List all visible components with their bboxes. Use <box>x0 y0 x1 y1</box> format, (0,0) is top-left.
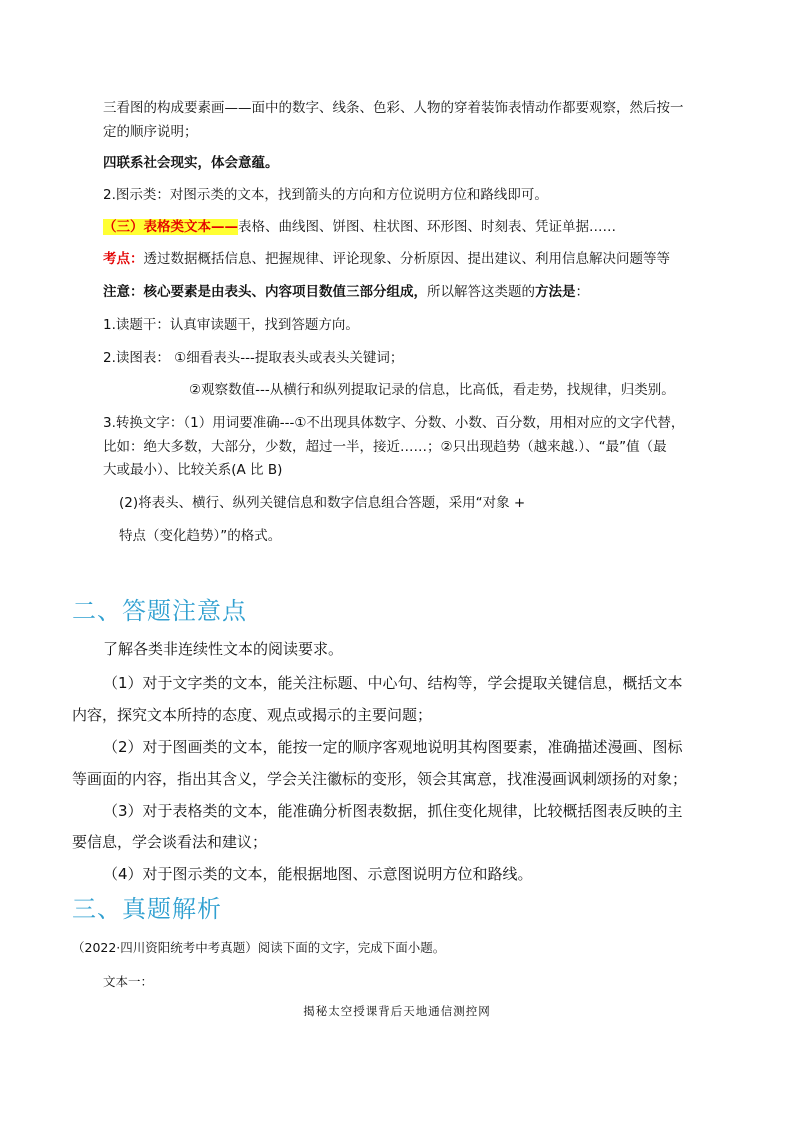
paragraph-line: 三看图的构成要素画——面中的数字、线条、色彩、人物的穿着装饰表情动作都要观察，然后按一 <box>103 100 684 116</box>
paragraph-line: 四联系社会现实，体会意蕴。 <box>103 155 279 171</box>
paragraph-line: （3）对于表格类的文本，能准确分析图表数据，抓住变化规律，比较概括图表反映的主 <box>103 802 683 820</box>
paragraph-line: 内容，探究文本所持的态度、观点或揭示的主要问题； <box>72 706 433 724</box>
step-line: 2.读图表： ①细看表头---提取表头或表头关键词； <box>103 350 404 366</box>
step-line: 特点（变化趋势）”的格式。 <box>119 528 282 544</box>
paragraph-line: （4）对于图示类的文本，能根据地图、示意图说明方位和路线。 <box>103 865 533 883</box>
step-line: 大或最小）、比较关系(A 比 B) <box>103 462 283 478</box>
paragraph-line: （1）对于文字类的文本，能关注标题、中心句、结构等，学会提取关键信息，概括文本 <box>103 674 683 692</box>
paragraph-line: 等画面的内容，指出其含义，学会关注徽标的变形，领会其寓意，找准漫画讽刺颂扬的对象； <box>72 770 688 788</box>
step-line: 1.读题干：认真审读题干，找到答题方向。 <box>103 317 359 333</box>
zhuyi-mid: 所以解答这类题的 <box>427 284 535 300</box>
step-line: (2)将表头、横行、纵列关键信息和数字信息组合答题，采用“对象 + <box>119 495 526 511</box>
paragraph-line: 2.图示类：对图示类的文本，找到箭头的方向和方位说明方位和路线即可。 <box>103 187 548 203</box>
kaodian-line <box>103 250 670 268</box>
step-line: 3.转换文字：（1）用词要准确---①不出现具体数字、分数、小数、百分数，用相对应的文字代替， <box>103 415 685 431</box>
zhuyi-line <box>103 283 589 301</box>
table-type-list: 表格、曲线图、饼图、柱状图、环形图、时刻表、凭证单据…… <box>238 219 616 235</box>
paragraph-line: 定的顺序说明； <box>103 124 198 140</box>
zhuyi-bold2: 方法是 <box>535 284 576 300</box>
highlight-label: （三）表格类文本—— <box>103 219 238 235</box>
question-source: （2022·四川资阳统考中考真题）阅读下面的文字，完成下面小题。 <box>72 940 446 955</box>
article-title: 揭秘太空授课背后天地通信测控网 <box>303 1004 491 1018</box>
paragraph-line: 了解各类非连续性文本的阅读要求。 <box>103 640 344 658</box>
zhuyi-bold: 注意：核心要素是由表头、内容项目数值三部分组成， <box>103 284 427 300</box>
step-line: ②观察数值---从横行和纵列提取记录的信息，比高低，看走势，找规律，归类别。 <box>189 382 675 398</box>
paragraph-line: （2）对于图画类的文本，能按一定的顺序客观地说明其构图要素，准确描述漫画、图标 <box>103 738 683 756</box>
section-heading: 三、真题解析 <box>72 895 222 923</box>
zhuyi-end: ： <box>575 284 589 300</box>
text-label: 文本一： <box>103 974 154 989</box>
kaodian-text: 透过数据概括信息、把握规律、评论现象、分析原因、提出建议、利用信息解决问题等等 <box>143 251 670 267</box>
kaodian-label: 考点： <box>103 251 144 267</box>
paragraph-line: 要信息，学会谈看法和建议； <box>72 833 268 851</box>
step-line: 比如：绝大多数，大部分，少数，超过一半，接近……；②只出现趋势（越来越.）、“最”值（最 <box>103 439 667 455</box>
table-type-line <box>103 218 616 236</box>
section-heading: 二、答题注意点 <box>72 597 247 625</box>
